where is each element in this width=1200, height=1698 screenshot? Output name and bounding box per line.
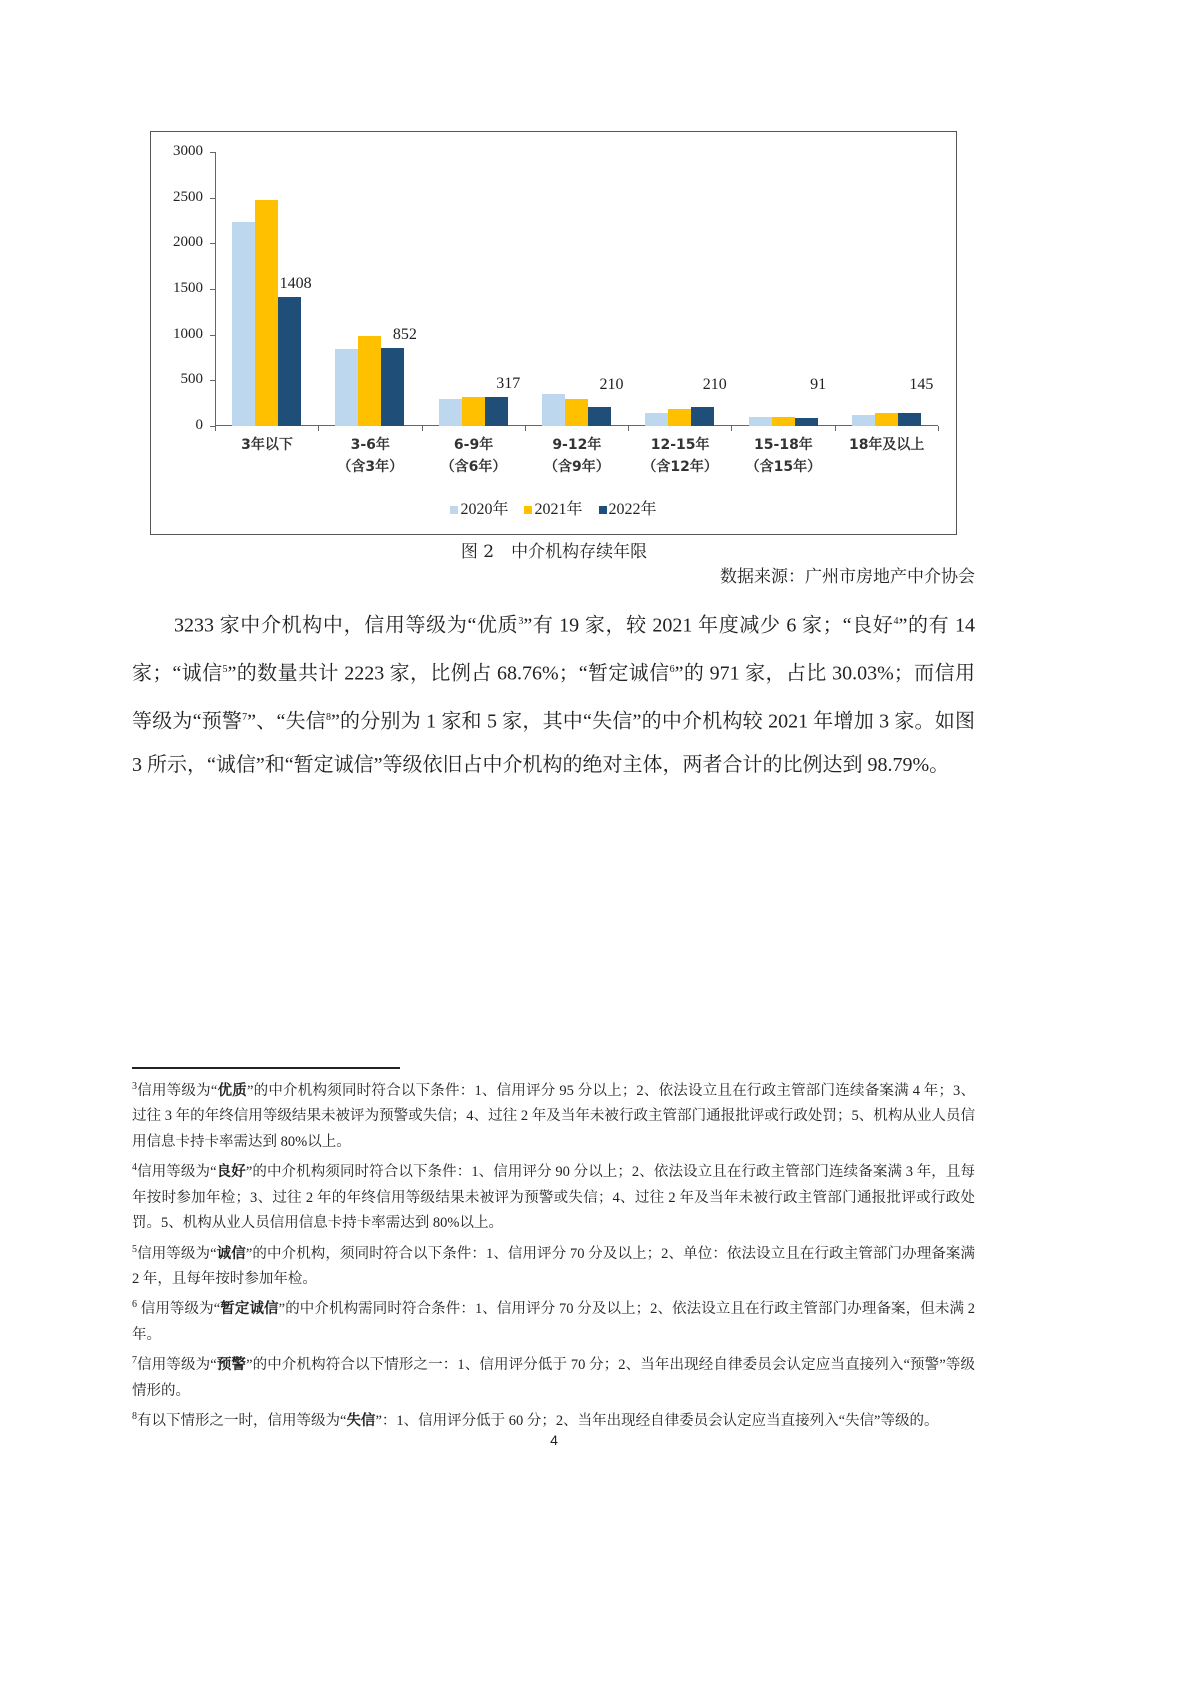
plot-area	[173, 143, 938, 475]
text: 信用等级为“	[137, 1357, 217, 1374]
bar-2022年	[381, 348, 404, 426]
y-tick	[210, 289, 215, 290]
footnote-ref: 7	[242, 712, 248, 724]
text: 信用等级为“	[137, 1164, 217, 1181]
footnote-num: 7	[132, 1355, 137, 1367]
text: ”有 19 家，较 2021 年度减少 6 家；“良好	[523, 614, 894, 637]
data-label: 145	[909, 376, 934, 393]
data-source: 数据来源：广州市房地产中介协会	[720, 567, 975, 587]
bar-2022年	[485, 397, 508, 426]
data-label: 91	[810, 376, 827, 393]
category-label: 15-18年 （含15年）	[745, 437, 822, 475]
page-number: 4	[550, 1432, 558, 1448]
data-label: 210	[599, 376, 624, 393]
text: ”的中介机构需同时符合条件：1、信用评分 70 分及以上；2、依法设立且在行政主管部门办理备案，但未满 2 年。	[132, 1301, 976, 1343]
footnotes	[132, 1074, 975, 1434]
y-tick	[210, 198, 215, 199]
bold-term: 预警	[216, 1357, 247, 1374]
y-tick	[210, 243, 215, 244]
footnote-ref: 5	[222, 664, 228, 676]
footnote-3	[132, 1074, 975, 1155]
text: ”的 971 家，占比 30.03%；而信用等级为“预警	[132, 662, 975, 733]
footnote-4	[132, 1155, 975, 1236]
category-label: 12-15年 （含12年）	[642, 437, 718, 475]
footnote-ref: 8	[325, 712, 331, 724]
text: ”：1、信用评分低于 60 分；2、当年出现经自律委员会认定应当直接列入“失信”等级的。	[375, 1412, 939, 1429]
bold-term: 暂定诚信	[220, 1301, 279, 1318]
footnote-ref: 6	[669, 664, 675, 676]
text: 信用等级为“	[137, 1245, 217, 1262]
text: ”的中介机构，须同时符合以下条件：1、信用评分 70 分及以上；2、单位：依法设立且在行政主管部门办理备案满 2 年，且每年按时参加年检。	[132, 1245, 976, 1287]
x-tick	[215, 426, 216, 431]
bar-2021年	[565, 399, 588, 426]
footnote-num: 4	[132, 1162, 137, 1174]
legend-item-2020	[450, 501, 508, 518]
footnote-num: 5	[132, 1243, 137, 1255]
footnote-divider	[132, 1067, 400, 1069]
bar-2021年	[358, 336, 381, 426]
bar-2021年	[462, 397, 485, 426]
legend-swatch-icon	[524, 506, 532, 514]
footnote-num: 8	[132, 1411, 137, 1423]
data-label: 210	[702, 376, 727, 393]
x-tick	[628, 426, 629, 431]
bold-term: 失信	[346, 1412, 376, 1429]
y-tick-label: 2500	[173, 188, 203, 205]
bar-2022年	[898, 413, 921, 426]
legend-swatch-icon	[450, 506, 458, 514]
bar-2020年	[645, 413, 668, 426]
y-tick	[210, 152, 215, 153]
y-tick-label: 500	[180, 371, 203, 388]
text: ”的数量共计 2223 家，比例占 68.76%；“暂定诚信	[227, 662, 670, 685]
bar-2021年	[255, 200, 278, 427]
chart-legend	[151, 496, 956, 519]
footnote-num: 6	[132, 1299, 137, 1311]
bar-2020年	[542, 394, 565, 426]
y-tick-label: 1500	[173, 280, 203, 296]
category-label: 6-9年 （含6年）	[440, 437, 507, 475]
x-tick	[422, 426, 423, 431]
category-label: 3-6年 （含3年）	[337, 437, 404, 475]
body-paragraph	[132, 600, 975, 788]
legend-swatch-icon	[599, 506, 607, 514]
data-label: 1408	[279, 275, 312, 293]
bar-2021年	[772, 417, 795, 426]
category-label: 18年及以上	[848, 437, 925, 453]
bar-2020年	[852, 415, 875, 426]
bold-term: 诚信	[216, 1245, 246, 1262]
text: ”、“失信	[247, 710, 326, 733]
footnote-ref: 3	[518, 616, 524, 627]
bold-term: 良好	[216, 1164, 246, 1181]
text: 有以下情形之一时，信用等级为“	[137, 1412, 347, 1429]
text: ”的有 14 家；“诚信	[132, 614, 975, 685]
figure-caption: 图 2 中介机构存续年限	[460, 542, 648, 562]
bar-2020年	[232, 222, 255, 426]
footnote-ref: 4	[893, 616, 899, 627]
x-tick	[938, 426, 939, 431]
x-tick	[525, 426, 526, 431]
y-tick-label: 2000	[173, 234, 203, 251]
legend-label: 2020年	[460, 501, 509, 518]
category-label: 3年以下	[241, 437, 293, 453]
data-label: 317	[496, 375, 521, 393]
text: ”的中介机构符合以下情形之一：1、信用评分低于 70 分；2、当年出现经自律委员会认定应当直接列入“预警”等级情形的。	[132, 1357, 975, 1399]
bar-2022年	[588, 407, 611, 426]
bar-2022年	[795, 418, 818, 426]
x-tick	[318, 426, 319, 431]
text: 信用等级为“	[137, 1082, 218, 1099]
text: ”的中介机构须同时符合以下条件：1、信用评分 95 分以上；2、依法设立且在行政主管部门连续备案满 4 年；3、过往 3 年的年终信用等级结果未被评为预警或失信；4、过往 2 年及当年未被行政主管部门通报批评或行政处罚；5、机构从业人员信用信息卡持卡率需达到 80%以上。	[132, 1082, 976, 1150]
y-tick-label: 0	[195, 417, 203, 433]
bold-term: 优质	[217, 1082, 247, 1099]
footnote-num: 3	[132, 1081, 137, 1092]
category-label: 9-12年 （含9年）	[543, 437, 610, 475]
y-tick-label: 3000	[173, 143, 203, 159]
data-label: 852	[392, 326, 417, 344]
footnote-8	[132, 1404, 975, 1434]
y-tick	[210, 380, 215, 381]
text: 信用等级为“	[137, 1301, 221, 1318]
y-axis	[215, 152, 216, 426]
legend-item-2021	[524, 501, 582, 518]
bar-chart	[150, 131, 957, 535]
legend-label: 2022年	[608, 501, 657, 518]
bar-2022年	[278, 297, 301, 426]
y-tick	[210, 335, 215, 336]
legend-label: 2021年	[534, 501, 583, 518]
text: ”的分别为 1 家和 5 家，其中“失信”的中介机构较 2021 年增加 3 家。如图 3 所示，“诚信”和“暂定诚信”等级依旧占中介机构的绝对主体，两者合计的比例达到 98.79%。	[132, 710, 975, 777]
bar-2020年	[749, 417, 772, 426]
footnote-6	[132, 1292, 975, 1348]
bar-2022年	[691, 407, 714, 426]
bar-2020年	[439, 399, 462, 426]
bar-2021年	[875, 413, 898, 426]
text: ”的中介机构须同时符合以下条件：1、信用评分 90 分以上；2、依法设立且在行政主管部门连续备案满 3 年，且每年按时参加年检；3、过往 2 年的年终信用等级结果未被评为预警或失信；4、过往 2 年及当年未被行政主管部门通报批评或行政处罚。5、机构从业人员信用信息卡持卡率需达到 80%以上。	[132, 1164, 976, 1232]
bar-2021年	[668, 409, 691, 426]
footnote-7	[132, 1348, 975, 1404]
footnote-5	[132, 1237, 975, 1293]
x-tick	[835, 426, 836, 431]
bar-2020年	[335, 349, 358, 426]
x-tick	[731, 426, 732, 431]
text: 3233 家中介机构中，信用等级为“优质	[174, 614, 519, 637]
y-tick-label: 1000	[173, 325, 203, 342]
legend-item-2022	[599, 501, 657, 518]
